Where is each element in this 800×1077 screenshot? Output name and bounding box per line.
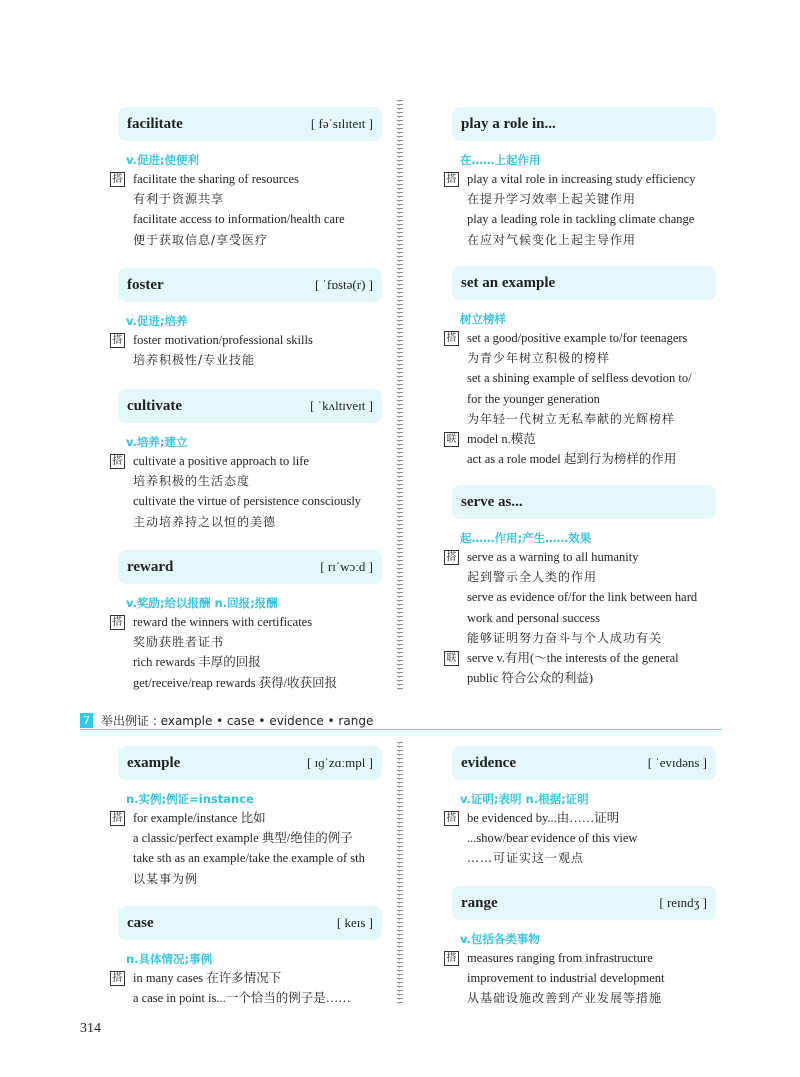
headword: set an example [461,274,556,291]
example-line [452,189,716,209]
example-text: set a good/positive example to/for teenagers [467,331,688,345]
headword-card [118,906,382,940]
example-line [446,948,716,968]
example-line [112,451,382,471]
collocation-tag-icon: 搭 [444,951,459,966]
definition: v.促进;使便利 [126,153,200,167]
collocation-tag-icon: 搭 [444,172,459,187]
example-line [452,209,716,229]
page-number: 314 [80,1021,101,1036]
example-text: rich rewards 丰厚的回报 [133,655,261,670]
example-line [452,348,716,368]
vocab-entry [446,485,716,688]
headword: foster [127,276,164,293]
headword-card [452,485,716,519]
example-line [118,209,382,229]
example-line [452,449,716,469]
example-text: take sth as an example/take the example of sth [133,851,365,866]
example-line [452,409,716,429]
example-line [446,429,716,449]
example-line [118,230,382,250]
example-text: set a shining example of selfless devotion to/ [467,371,692,386]
phonetic: [ rɪˈwɔːd ] [320,559,373,574]
vocab-entry [112,268,382,370]
vocab-entry [446,886,716,1009]
vocab-entry [446,746,716,869]
definition: 在……上起作用 [460,153,541,167]
headword: play a role in... [461,115,556,132]
headword-card [118,107,382,141]
example-text: 便于获取信息/享受医疗 [133,232,269,247]
headword-card [118,746,382,780]
column-divider [397,100,403,690]
example-text: 有利于资源共享 [133,192,225,207]
example-line [452,368,716,388]
definition: 起……作用;产生……效果 [460,531,592,545]
collocation-tag-icon: 搭 [110,971,125,986]
headword: case [127,914,154,931]
example-line [118,632,382,652]
example-text: serve as evidence of/for the link between hard [467,590,698,605]
example-text: 以某事为例 [133,871,199,886]
example-text: for the younger generation [467,391,600,406]
example-text: be evidenced by...由……证明 [467,811,620,825]
example-text: foster motivation/professional skills [133,333,313,347]
example-text: 主动培养持之以恒的美德 [133,514,277,529]
definition: v.包括各类事物 [460,932,540,946]
collocation-tag-icon: 搭 [110,454,125,469]
example-text: serve v.有用(～the interests of the general [467,650,679,665]
example-text: 培养积极性/专业技能 [133,353,256,368]
collocation-tag-icon: 搭 [444,331,459,346]
collocation-tag-icon: 搭 [444,550,459,565]
example-line [446,328,716,348]
example-line [452,389,716,409]
vocab-entry [446,107,716,250]
headword: example [127,754,181,771]
example-text: play a vital role in increasing study efficiency [467,172,696,186]
definition: v.促进;培养 [126,314,188,328]
example-line [452,230,716,250]
definition: n.实例;例证=instance [126,792,254,806]
phonetic: [ reɪndʒ ] [659,895,707,910]
example-line [118,869,382,889]
example-text: cultivate a positive approach to life [133,454,309,468]
example-line [112,808,382,828]
vocab-entry [112,746,382,889]
example-line [452,668,716,688]
phonetic: [ ˈevɪdəns ] [647,755,707,770]
headword-card [118,389,382,423]
headword-card [452,746,716,780]
example-line [452,628,716,648]
example-text: ...show/bear evidence of this view [467,831,638,846]
example-line [452,567,716,587]
example-line [446,808,716,828]
example-text: reward the winners with certificates [133,615,313,629]
definition: v.奖励;给以报酬 n.回报;报酬 [126,596,278,610]
section-number: 7 [80,713,93,728]
example-line [118,673,382,693]
related-tag-icon: 联 [444,432,459,447]
example-line [452,587,716,607]
phonetic: [ ɪɡˈzɑːmpl ] [306,755,373,770]
example-text: ……可证实这一观点 [467,851,585,866]
example-line [118,471,382,491]
headword-card [118,550,382,584]
headword-card [452,266,716,300]
example-line [118,988,382,1008]
example-text: get/receive/reap rewards 获得/收获回报 [133,675,338,690]
example-text: public 符合公众的利益) [467,671,594,686]
collocation-tag-icon: 搭 [110,172,125,187]
collocation-tag-icon: 搭 [110,333,125,348]
section-header [80,712,722,730]
collocation-tag-icon: 搭 [110,615,125,630]
example-line [112,612,382,632]
headword: range [461,894,498,911]
definition: 树立榜样 [460,312,506,326]
vocab-entry [446,266,716,469]
collocation-tag-icon: 搭 [110,811,125,826]
example-text: 为年轻一代树立无私奉献的光辉榜样 [467,411,676,426]
example-text: cultivate the virtue of persistence consciously [133,494,362,509]
example-text: 培养积极的生活态度 [133,474,251,489]
example-line [118,828,382,848]
example-line [118,350,382,370]
example-text: 奖励获胜者证书 [133,635,225,650]
example-text: in many cases 在许多情况下 [133,971,282,985]
headword-card [118,268,382,302]
headword-card [452,107,716,141]
phonetic: [ keɪs ] [336,915,373,930]
example-line [118,848,382,868]
example-text: 起到警示全人类的作用 [467,570,598,585]
example-line [452,968,716,988]
definition: v.证明;表明 n.根据;证明 [460,792,589,806]
example-line [118,512,382,532]
phonetic: [ ˈfɒstə(r) ] [314,277,373,292]
example-text: improvement to industrial development [467,971,665,986]
example-text: act as a role model 起到行为榜样的作用 [467,452,677,467]
example-text: 能够证明努力奋斗与个人成功有关 [467,630,663,645]
phonetic: [ ˈkʌltɪveɪt ] [310,398,373,413]
example-text: 在提升学习效率上起关键作用 [467,192,637,207]
headword: cultivate [127,397,182,414]
section-title: 举出例证 : example • case • evidence • range [101,714,374,728]
example-line [118,491,382,511]
example-text: 在应对气候变化上起主导作用 [467,232,637,247]
example-text: for example/instance 比如 [133,811,266,825]
example-line [446,648,716,668]
example-line [112,169,382,189]
related-tag-icon: 联 [444,651,459,666]
phonetic: [ fəˈsɪlɪteɪt ] [310,116,373,131]
definition: n.具体情况;事例 [126,952,213,966]
collocation-tag-icon: 搭 [444,811,459,826]
example-line [452,828,716,848]
example-text: facilitate access to information/health care [133,212,345,227]
example-line [118,189,382,209]
column-divider [397,742,403,1004]
example-line [446,547,716,567]
example-line [112,968,382,988]
example-line [452,608,716,628]
headword: reward [127,558,174,575]
vocab-entry [112,389,382,532]
headword: facilitate [127,115,183,132]
example-text: a classic/perfect example 典型/绝佳的例子 [133,831,353,846]
example-text: a case in point is...一个恰当的例子是…… [133,991,351,1006]
headword: evidence [461,754,516,771]
example-text: facilitate the sharing of resources [133,172,299,186]
example-text: model n.模范 [467,431,536,446]
example-line [446,169,716,189]
vocab-entry [112,906,382,1008]
example-text: play a leading role in tackling climate change [467,212,695,227]
example-line [452,848,716,868]
example-text: 从基础设施改善到产业发展等措施 [467,991,663,1006]
headword: serve as... [461,493,523,510]
example-line [112,330,382,350]
definition: v.培养;建立 [126,435,188,449]
example-text: serve as a warning to all humanity [467,550,639,564]
example-text: measures ranging from infrastructure [467,951,653,965]
example-line [452,988,716,1008]
vocab-entry [112,107,382,250]
example-text: 为青少年树立积极的榜样 [467,351,611,366]
vocab-entry [112,550,382,693]
example-line [118,652,382,672]
example-text: work and personal success [467,610,600,625]
headword-card [452,886,716,920]
